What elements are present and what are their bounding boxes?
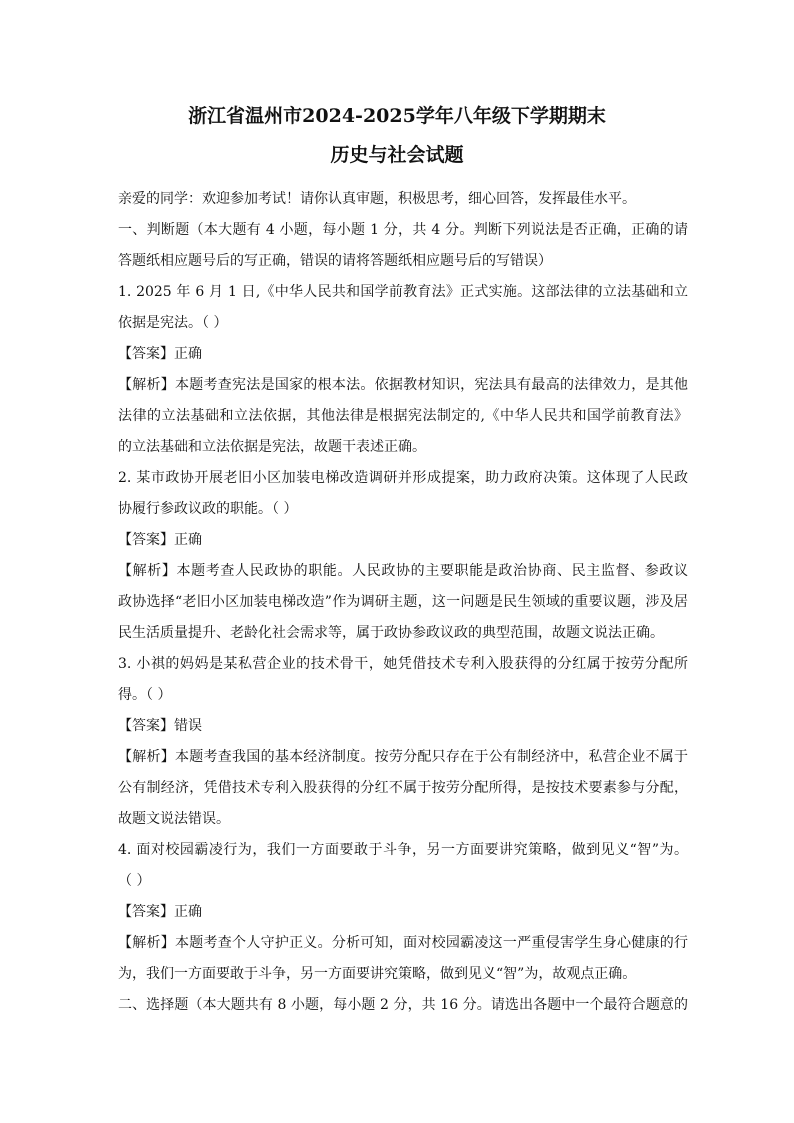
answer-text: 【答案】错误 <box>118 718 202 734</box>
analysis-text: 【解析】本题考查我国的基本经济制度。按劳分配只存在于公有制经济中，私营企业不属于 <box>118 749 688 765</box>
question-text: （ ） <box>118 873 151 889</box>
question-text: 2. 某市政协开展老旧小区加装电梯改造调研并形成提案，助力政府决策。这体现了人民政 <box>118 470 688 486</box>
section-heading: 一、判断题（本大题有 4 小题，每小题 1 分，共 4 分。判断下列说法是否正确，正确的请 <box>118 222 688 238</box>
analysis-text: 【解析】本题考查人民政协的职能。人民政协的主要职能是政治协商、民主监督、参政议 <box>118 563 688 579</box>
intro-text: 亲爱的同学：欢迎参加考试！请你认真审题，积极思考，细心回答，发挥最佳水平。 <box>118 191 636 207</box>
question-text: 1. 2025 年 6 月 1 日,《中华人民共和国学前教育法》正式实施。这部法律的立法基础和立 <box>118 284 688 300</box>
analysis-text: 为，我们一方面要敢于斗争，另一方面要讲究策略，做到见义“智”为，故观点正确。 <box>118 966 637 982</box>
analysis-text: 政协选择“老旧小区加装电梯改造”作为调研主题，这一问题是民生领域的重要议题，涉及居 <box>118 594 688 610</box>
question-text: 3. 小祺的妈妈是某私营企业的技术骨干，她凭借技术专利入股获得的分红属于按劳分配所 <box>118 656 688 672</box>
section-heading-continued: 答题纸相应题号后的写正确，错误的请将答题纸相应题号后的写错误） <box>118 253 552 269</box>
answer-text: 【答案】正确 <box>118 904 202 920</box>
question-text: 依据是宪法。（ ） <box>118 315 228 331</box>
analysis-text: 民生活质量提升、老龄化社会需求等，属于政协参政议政的典型范围，故题文说法正确。 <box>118 625 664 641</box>
analysis-text: 【解析】本题考查个人守护正义。分析可知，面对校园霸凌这一严重侵害学生身心健康的行 <box>118 935 688 951</box>
analysis-text: 法律的立法基础和立法依据，其他法律是根据宪法制定的,《中华人民共和国学前教育法》 <box>118 408 688 424</box>
answer-text: 【答案】正确 <box>118 346 202 362</box>
section-heading: 二、选择题（本大题共有 8 小题，每小题 2 分，共 16 分。请选出各题中一个最符合题意的 <box>118 997 688 1013</box>
answer-text: 【答案】正确 <box>118 532 202 548</box>
document-body <box>118 184 688 1021</box>
document-title: 浙江省温州市2024-2025学年八年级下学期期末 <box>188 105 606 127</box>
question-text: 协履行参政议政的职能。（ ） <box>118 501 298 517</box>
question-text: 4. 面对校园霸凌行为，我们一方面要敢于斗争，另一方面要讲究策略，做到见义“智”为。 <box>118 842 688 858</box>
analysis-text: 的立法基础和立法依据是宪法，故题干表述正确。 <box>118 439 426 455</box>
analysis-text: 故题文说法错误。 <box>118 811 230 827</box>
document-subtitle: 历史与社会试题 <box>330 144 464 166</box>
analysis-text: 【解析】本题考查宪法是国家的根本法。依据教材知识，宪法具有最高的法律效力，是其他 <box>118 377 688 393</box>
analysis-text: 公有制经济，凭借技术专利入股获得的分红不属于按劳分配所得，是按技术要素参与分配， <box>118 780 688 796</box>
question-text: 得。（ ） <box>118 687 172 703</box>
